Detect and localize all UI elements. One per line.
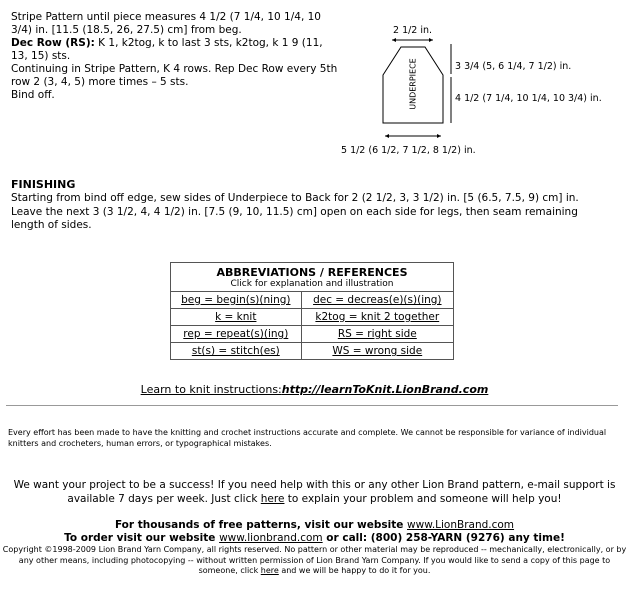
dec-row-label: Dec Row (RS): [11, 37, 95, 49]
underpiece-schematic [335, 20, 625, 170]
pattern-line-1: Stripe Pattern until piece measures 4 1/2 (7 1/4, 10 1/4, 10 3/4) in. [11.5 (18.5, 26, 27.5) cm] from beg. [11, 11, 321, 36]
free-patterns-text: For thousands of free patterns, visit our website [114, 519, 408, 531]
order-website-link[interactable]: www.lionbrand.com [219, 531, 323, 544]
table-row [171, 309, 454, 326]
abbr-link-k2tog[interactable]: k2tog = knit 2 together [315, 311, 440, 323]
abbr-link-dec[interactable]: dec = decreas(e)(s)(ing) [313, 294, 442, 306]
free-patterns-line [0, 519, 629, 532]
top-arrow-head-right [429, 38, 433, 42]
learn-label[interactable]: Learn to knit instructions: [140, 383, 282, 396]
bottom-width-label: 5 1/2 (6 1/2, 7 1/2, 8 1/2) in. [341, 145, 476, 156]
divider [6, 405, 618, 406]
table-row [171, 343, 454, 360]
bottom-arrow-head-left [385, 134, 389, 138]
upper-height-label: 3 3/4 (5, 6 1/4, 7 1/2) in. [455, 61, 572, 72]
learn-url-link[interactable]: http://learnToKnit.LionBrand.com [281, 383, 489, 396]
bottom-arrow-head-right [437, 134, 441, 138]
help-here-link[interactable]: here [260, 492, 285, 505]
underpiece-label: UNDERPIECE [408, 58, 418, 110]
help-text [0, 479, 629, 506]
order-phone-text: or call: (800) 258-YARN (9276) any time! [322, 531, 565, 544]
pattern-line-4: Bind off. [11, 89, 55, 101]
lionbrand-link[interactable]: www.LionBrand.com [407, 519, 515, 531]
abbr-link-sts[interactable]: st(s) = stitch(es) [191, 345, 280, 357]
copyright-text [0, 545, 629, 577]
table-row [171, 326, 454, 343]
help-text-after: to explain your problem and someone will help you! [284, 492, 562, 505]
abbreviations-subtitle: Click for explanation and illustration [230, 279, 394, 289]
abbreviations-header [171, 263, 454, 292]
copyright-text-after: and we will be happy to do it for you. [278, 566, 431, 575]
learn-to-knit[interactable] [0, 383, 629, 396]
dec-row-line [11, 37, 341, 63]
abbreviations-table [170, 262, 454, 360]
free-patterns-block [0, 519, 629, 544]
disclaimer-text: Every effort has been made to have the knitting and crochet instructions accurate and complete. We cannot be responsible for variance of individual knitters and crocheters, human errors, or typographical mistakes. [8, 428, 607, 448]
abbr-link-ws[interactable]: WS = wrong side [332, 345, 423, 357]
pattern-line-3: Continuing in Stripe Pattern, K 4 rows. Rep Dec Row every 5th row 2 (3, 4, 5) more times – 5 sts. [11, 63, 338, 88]
order-text: To order visit our website [64, 531, 220, 544]
abbr-link-k[interactable]: k = knit [215, 311, 257, 323]
top-arrow-head-left [392, 38, 396, 42]
finishing-heading: FINISHING [11, 178, 76, 191]
top-width-label: 2 1/2 in. [393, 25, 433, 36]
copyright-text-before: Copyright ©1998-2009 Lion Brand Yarn Company, all rights reserved. No pattern or other material may be reproduced -- mechanically, electronically, or by any other means, including photocopying -- without written permission of Lion Brand Yarn Company. If you would like to send a copy of this page to someone, click [2, 545, 627, 575]
abbr-link-rep[interactable]: rep = repeat(s)(ing) [183, 328, 289, 340]
pattern-instructions [11, 11, 341, 102]
finishing-text: Starting from bind off edge, sew sides of Underpiece to Back for 2 (2 1/2, 3, 3 1/2) in. [5 (6.5, 7.5, 9) cm] in. Leave the next 3 (3 1/2, 4, 4 1/2) in. [7.5 (9, 10, 11.5) cm] open on each side for legs, then seam remaining length of sides. [11, 192, 579, 231]
abbr-link-beg[interactable]: beg = begin(s)(ning) [181, 294, 291, 306]
help-text-before: We want your project to be a success! If you need help with this or any other Lion Brand pattern, e-mail support is available 7 days per week. Just click [13, 479, 616, 505]
abbr-link-rs[interactable]: RS = right side [337, 328, 417, 340]
order-line [0, 532, 629, 545]
lower-height-label: 4 1/2 (7 1/4, 10 1/4, 10 3/4) in. [455, 93, 602, 104]
table-row [171, 292, 454, 309]
abbreviations-title: ABBREVIATIONS / REFERENCES [216, 266, 408, 279]
dec-row-text: K 1, k2tog, k to last 3 sts, k2tog, k 1 9 (11, 13, 15) sts. [11, 37, 323, 62]
send-copy-here-link[interactable]: here [260, 566, 279, 575]
